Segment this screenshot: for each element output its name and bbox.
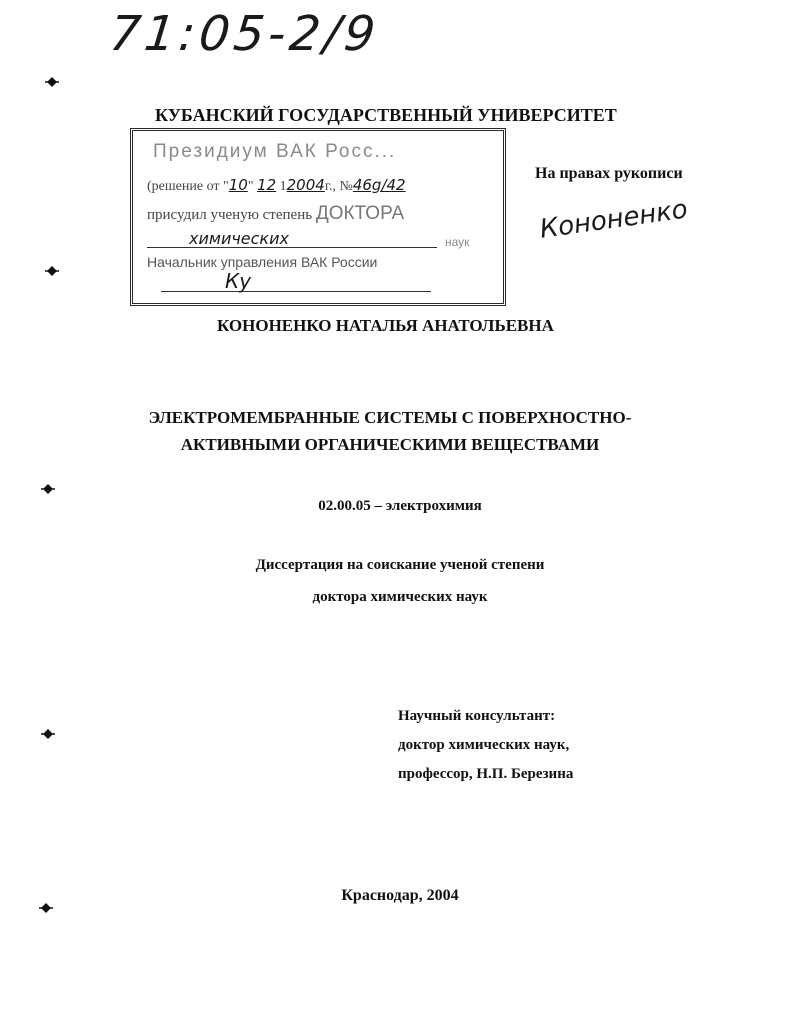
stamp-number: 46g/42	[352, 176, 406, 194]
title-line-1: ЭЛЕКТРОМЕМБРАННЫЕ СИСТЕМЫ С ПОВЕРХНОСТНО-	[148, 408, 632, 427]
title-line-2: АКТИВНЫМИ ОРГАНИЧЕСКИМИ ВЕЩЕСТВАМИ	[180, 435, 600, 454]
stamp-year-suffix: г., №	[324, 179, 353, 194]
manuscript-rights: На правах рукописи	[535, 165, 683, 182]
stamp-day: 10	[228, 176, 248, 194]
consultant-degree: доктор химических наук,	[398, 737, 570, 753]
consultant-name: профессор, Н.П. Березина	[398, 766, 574, 782]
specialty: 02.00.05 – электрохимия	[318, 498, 482, 514]
author-signature: Кононенко	[537, 194, 690, 245]
stamp-degree: ДОКТОРА	[315, 203, 405, 224]
stamp-month-sep: "	[247, 179, 258, 194]
stamp-year-prefix: 1	[276, 179, 287, 194]
stamp-signature-underline	[161, 291, 431, 292]
dissertation-line-2: доктора химических наук	[312, 589, 488, 605]
consultant-label: Научный консультант:	[398, 708, 556, 724]
stamp-decision-prefix: (решение от "	[147, 179, 229, 194]
dissertation-line-1: Диссертация на соискание ученой степени	[255, 557, 545, 573]
stamp-awarded: присудил ученую степень	[147, 207, 313, 223]
stamp-field: химических	[189, 229, 289, 248]
stamp-month: 12	[257, 176, 277, 194]
university-name: КУБАНСКИЙ ГОСУДАРСТВЕННЫЙ УНИВЕРСИТЕТ	[155, 105, 617, 125]
stamp-field-suffix: наук	[445, 235, 470, 249]
author-name: КОНОНЕНКО НАТАЛЬЯ АНАТОЛЬЕВНА	[217, 316, 554, 335]
stamp-head: Начальник управления ВАК России	[147, 254, 378, 270]
archive-number: 71:05-2/9	[107, 6, 382, 62]
vak-stamp	[130, 128, 506, 306]
city-year: Краснодар, 2004	[341, 887, 459, 904]
stamp-year: 2004	[286, 176, 325, 194]
stamp-presidium: Президиум ВАК Росс...	[153, 141, 397, 162]
stamp-awarded-line	[147, 203, 404, 225]
stamp-signature: Ку	[225, 269, 252, 293]
stamp-decision-line	[147, 176, 406, 195]
